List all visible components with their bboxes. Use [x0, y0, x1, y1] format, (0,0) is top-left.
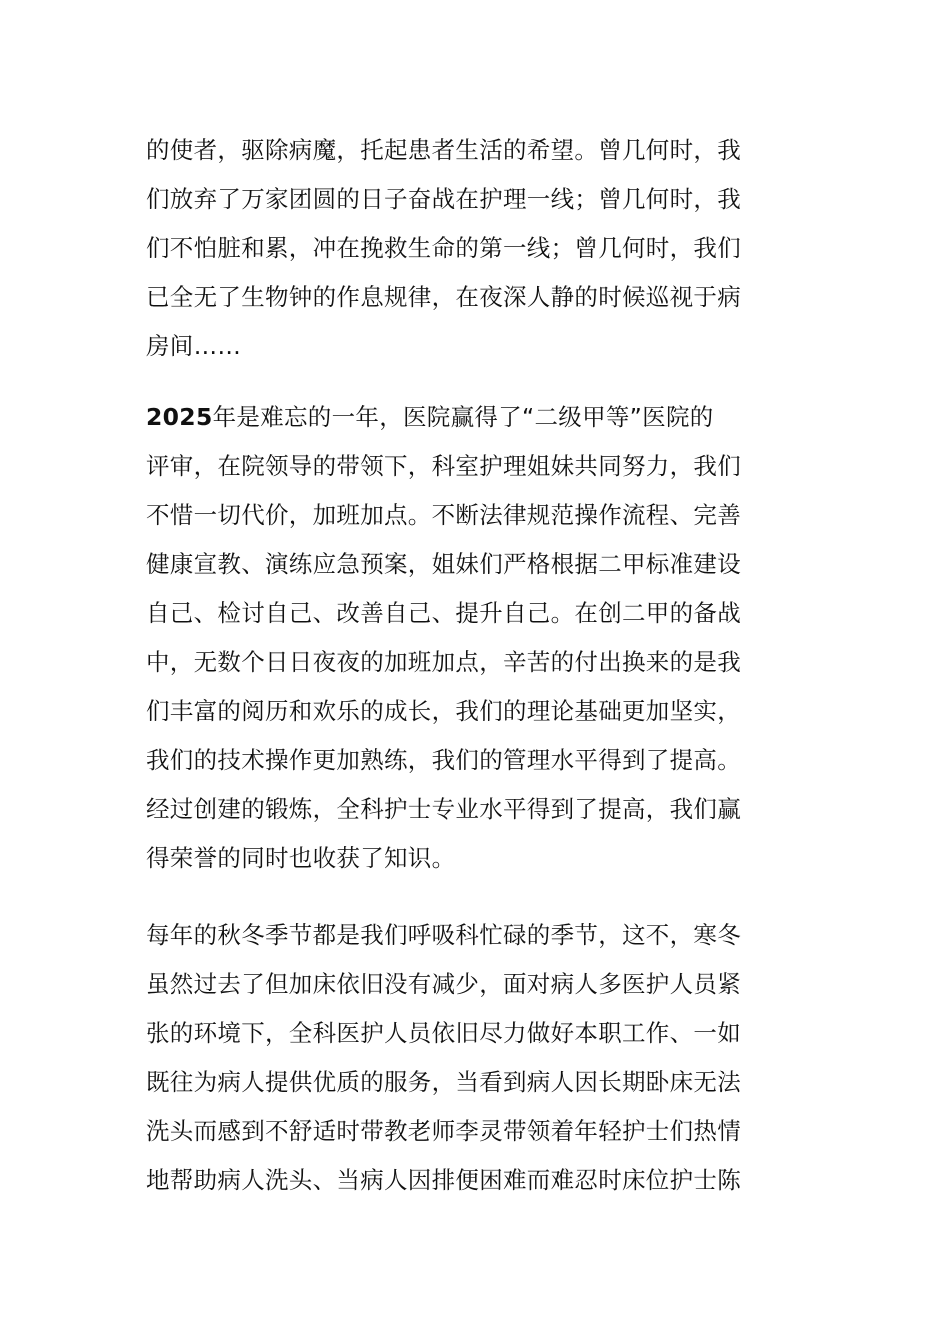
paragraph1-line-4: 已全无了生物钟的作息规律，在夜深人静的时候巡视于病	[146, 283, 741, 311]
paragraph3-line-6: 地帮助病人洗头、当病人因排便困难而难忍时床位护士陈	[146, 1166, 741, 1194]
paragraph2-line-2: 评审，在院领导的带领下，科室护理姐妹共同努力，我们	[146, 452, 741, 480]
paragraph1-line-2: 们放弃了万家团圆的日子奋战在护理一线；曾几何时，我	[146, 185, 741, 213]
paragraph3-line-5: 洗头而感到不舒适时带教老师李灵带领着年轻护士们热情	[146, 1117, 741, 1145]
paragraph2-line-1-text: 年是难忘的一年，医院赢得了“二级甲等”医院的	[212, 403, 714, 431]
paragraph3-line-2: 虽然过去了但加床依旧没有减少，面对病人多医护人员紧	[146, 970, 741, 998]
paragraph2-line-9: 经过创建的锻炼，全科护士专业水平得到了提高，我们赢	[146, 795, 741, 823]
paragraph2-line-5: 自己、检讨自己、改善自己、提升自己。在创二甲的备战	[146, 599, 741, 627]
paragraph1-line-3: 们不怕脏和累，冲在挽救生命的第一线；曾几何时，我们	[146, 234, 741, 262]
paragraph2-line-10: 得荣誉的同时也收获了知识。	[146, 844, 456, 872]
paragraph2-line-1	[146, 395, 796, 439]
paragraph3-line-4: 既往为病人提供优质的服务，当看到病人因长期卧床无法	[146, 1068, 741, 1096]
year-text: 2025	[146, 403, 213, 431]
paragraph2-line-7: 们丰富的阅历和欢乐的成长，我们的理论基础更加坚实，	[146, 697, 741, 725]
paragraph2-line-3: 不惜一切代价，加班加点。不断法律规范操作流程、完善	[146, 501, 741, 529]
paragraph2-line-4: 健康宣教、演练应急预案，姐妹们严格根据二甲标准建设	[146, 550, 741, 578]
paragraph2-line-8: 我们的技术操作更加熟练，我们的管理水平得到了提高。	[146, 746, 741, 774]
paragraph3-line-1: 每年的秋冬季节都是我们呼吸科忙碌的季节，这不，寒冬	[146, 921, 741, 949]
paragraph3-line-3: 张的环境下，全科医护人员依旧尽力做好本职工作、一如	[146, 1019, 741, 1047]
paragraph1-line-5: 房间……	[146, 332, 242, 360]
paragraph1-line-1: 的使者，驱除病魔，托起患者生活的希望。曾几何时，我	[146, 136, 741, 164]
paragraph2-line-6: 中，无数个日日夜夜的加班加点，辛苦的付出换来的是我	[146, 648, 741, 676]
